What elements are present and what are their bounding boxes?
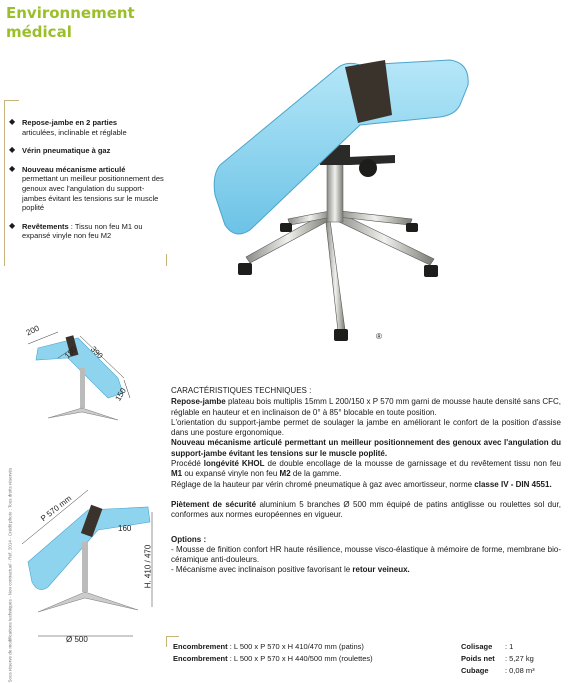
leg-rest-product-photo xyxy=(180,45,480,345)
pk-value: : 0,08 m³ xyxy=(505,666,535,675)
dimension-diagram-top xyxy=(18,318,158,438)
spec-bold: Repose-jambe xyxy=(171,397,226,407)
dim-depth: P 570 mm xyxy=(39,493,74,524)
spec-bold: classe IV - DIN 4551. xyxy=(474,479,552,489)
packaging-row xyxy=(461,641,571,653)
feature-item xyxy=(8,146,168,156)
pk-value: : 5,27 kg xyxy=(505,654,534,663)
feature-item xyxy=(8,222,168,241)
feature-list xyxy=(8,118,168,250)
feature-bold: Revêtements xyxy=(22,221,69,231)
enc-label: Encombrement xyxy=(173,654,228,663)
spec-paragraph xyxy=(171,438,561,459)
spec-text: de double encollage de la mousse de garnissage et du revêtement tissu non feu xyxy=(264,459,562,469)
diamond-bullet-icon: ◆ xyxy=(9,163,16,173)
spec-bold: Nouveau mécanisme articulé permettant un meilleur positionnement des genoux avec l'angulation du support-jambe évitant les tensions sur le muscle poplité. xyxy=(171,438,561,458)
spec-text: aluminium 5 branches Ø 500 mm équipé de patins antiglisse ou roulettes sol dur, conformes aux normes européennes en vigueur. xyxy=(171,499,562,520)
star-base xyxy=(246,211,434,331)
dim-height: H. 410 / 470 xyxy=(143,544,153,589)
spec-text: - Mécanisme avec inclinaison positive favorisant le xyxy=(171,565,353,575)
dim-150: 150 xyxy=(113,386,128,403)
dim-160: 160 xyxy=(118,524,132,533)
spec-text: Procédé xyxy=(171,459,204,469)
dim-180: 180 xyxy=(62,344,79,361)
spec-paragraph xyxy=(171,459,561,480)
option-item xyxy=(171,565,561,575)
diamond-bullet-icon: ◆ xyxy=(9,145,16,155)
title-line-1: Environnement xyxy=(6,4,135,22)
option-item: - Mousse de finition confort HR haute résilience, mousse visco-élastique à mémoire de forme, membrane bio-céramique anti-douleurs. xyxy=(171,544,561,565)
spec-text: plateau bois multiplis 15mm L 200/150 x P 570 mm garni de mousse haute densité sans CFC, réglable en hauteur et en inclinaison de 0° à 85° blocable en toute position. xyxy=(171,397,561,417)
spec-paragraph: L'orientation du support-jambe permet de soulager la jambe en améliorant le confort de la position d'assise dans une posture ergonomique. xyxy=(171,417,561,438)
spec-paragraph xyxy=(171,397,561,418)
feature-item xyxy=(8,118,168,137)
title-line-2: médical xyxy=(6,23,72,41)
diamond-bullet-icon: ◆ xyxy=(9,220,16,230)
feature-bold: Vérin pneumatique à gaz xyxy=(22,146,111,156)
feature-text: permettant un meilleur positionnement des genoux avec l'angulation du support-jambes évitant les tensions sur le muscle poplité xyxy=(22,174,164,213)
dimension-drawing-top xyxy=(18,318,158,438)
spec-text: de la gamme. xyxy=(290,469,342,479)
feature-bold: Nouveau mécanisme articulé xyxy=(22,164,126,174)
spec-bold: retour veineux. xyxy=(352,565,410,575)
encombrement-row xyxy=(173,641,364,653)
dimensions-footer xyxy=(166,636,566,676)
pk-value: : 1 xyxy=(505,642,514,651)
gas-column xyxy=(327,160,343,222)
feature-bold: Repose-jambe en 2 parties xyxy=(22,118,118,127)
packaging-row xyxy=(461,665,571,677)
encombrement-row xyxy=(173,653,373,665)
pk-label: Colisage xyxy=(461,642,493,651)
spec-paragraph xyxy=(171,480,561,490)
enc-value: : L 500 x P 570 x H 410/470 mm (patins) xyxy=(227,642,364,651)
packaging-row xyxy=(461,653,571,665)
feature-text: : Tissu non feu M1 ou expansé vinyle non feu M2 xyxy=(22,221,143,241)
knob xyxy=(359,159,377,177)
dimension-diagram-bottom xyxy=(18,482,168,642)
spec-paragraph xyxy=(171,500,561,521)
spec-bold: M1 xyxy=(171,469,183,479)
registered-mark: ® xyxy=(376,332,382,341)
spec-bold: Piètement de sécurité xyxy=(171,499,257,509)
options-heading xyxy=(171,535,561,545)
enc-value: : L 500 x P 570 x H 440/500 mm (roulettes) xyxy=(227,654,373,663)
spec-bold: longévité KHOL xyxy=(203,459,265,469)
feature-item xyxy=(8,165,168,213)
legal-side-text: Sous réserve de modifications techniques - Non contractuel - Réf. 2014 - Crédit photo : Tous droits réservés xyxy=(7,467,13,683)
spec-bold: M2 xyxy=(279,469,291,479)
dim-diameter: Ø 500 xyxy=(66,635,88,644)
diamond-bullet-icon: ◆ xyxy=(9,117,16,126)
pk-label: Poids net xyxy=(461,654,495,663)
dim-200: 200 xyxy=(24,323,41,338)
page-title xyxy=(6,4,135,42)
spec-text: ou expansé vinyle non feu xyxy=(182,469,280,479)
technical-specs xyxy=(171,386,561,576)
dim-390: 390 xyxy=(88,344,105,361)
specs-heading: CARACTÉRISTIQUES TECHNIQUES : xyxy=(171,386,312,395)
spec-bold: Options : xyxy=(171,534,207,544)
enc-label: Encombrement xyxy=(173,642,228,651)
feature-text: articulées, inclinable et réglable xyxy=(22,127,127,137)
pk-label: Cubage xyxy=(461,666,489,675)
spec-text: Réglage de la hauteur par vérin chromé pneumatique à gaz avec amortisseur, norme xyxy=(171,479,475,489)
